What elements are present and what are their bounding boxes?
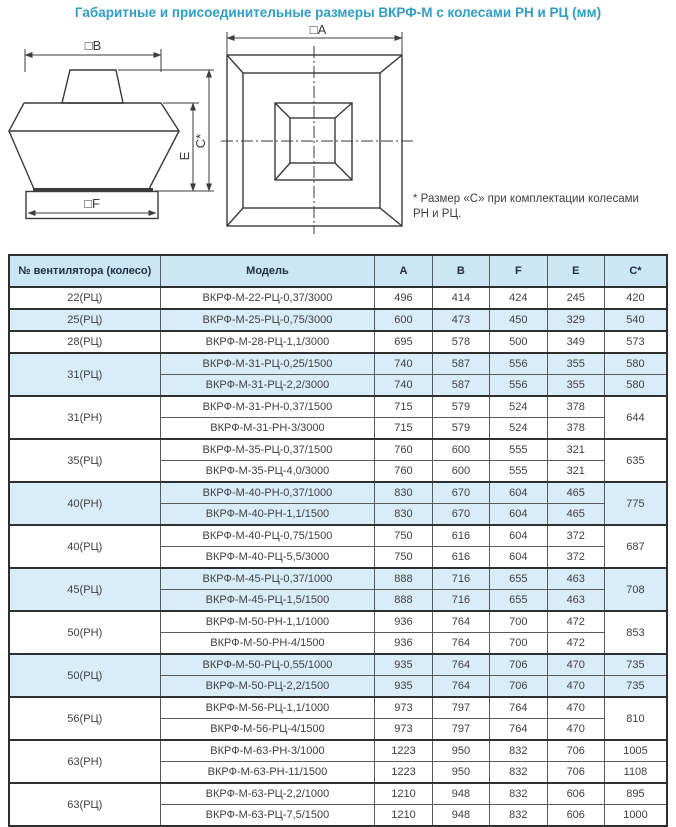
dim-b-cell: 616	[432, 525, 489, 547]
model-cell: ВКРФ-М-63-РЦ-7,5/1500	[160, 805, 375, 827]
dim-b-cell: 716	[432, 568, 489, 590]
dim-c-cell: 540	[604, 309, 667, 331]
dim-a-cell: 1210	[375, 783, 432, 805]
dim-b-cell: 616	[432, 547, 489, 569]
header-a: A	[375, 255, 432, 287]
dim-c-cell: 580	[604, 353, 667, 375]
dim-f-cell: 764	[490, 719, 547, 741]
dim-a-cell: 750	[375, 547, 432, 569]
model-cell: ВКРФ-М-50-РН-1,1/1000	[160, 611, 375, 633]
dim-e-cell: 372	[547, 525, 604, 547]
footnote-line1: * Размер «С» при комплектации колесами	[413, 193, 639, 205]
dim-b-cell: 414	[432, 287, 489, 309]
dim-f-cell: 832	[490, 805, 547, 827]
fan-number-cell: 56(РЦ)	[9, 697, 160, 740]
dim-f-cell: 424	[490, 287, 547, 309]
table-row	[9, 783, 667, 805]
dim-e-cell: 470	[547, 654, 604, 676]
dim-c-cell: 895	[604, 783, 667, 805]
dim-e-cell: 706	[547, 762, 604, 784]
dim-e-cell: 321	[547, 439, 604, 461]
fan-top-view-drawing	[221, 22, 413, 236]
model-cell: ВКРФ-М-31-РН-3/3000	[160, 418, 375, 440]
model-cell: ВКРФ-М-63-РЦ-2,2/1000	[160, 783, 375, 805]
dim-a-cell: 750	[375, 525, 432, 547]
dim-e-cell: 472	[547, 633, 604, 655]
dim-e-cell: 463	[547, 568, 604, 590]
model-cell: ВКРФ-М-45-РЦ-0,37/1000	[160, 568, 375, 590]
dim-c-cell: 420	[604, 287, 667, 309]
model-cell: ВКРФ-М-31-РЦ-2,2/3000	[160, 375, 375, 397]
dim-b-cell: 797	[432, 719, 489, 741]
dim-b-cell: 948	[432, 805, 489, 827]
dim-a-cell: 830	[375, 482, 432, 504]
dim-e-cell: 606	[547, 783, 604, 805]
fan-number-cell: 31(РН)	[9, 396, 160, 439]
spec-table-container	[8, 254, 676, 827]
dim-a-cell: 1223	[375, 762, 432, 784]
model-cell: ВКРФ-М-50-РН-4/1500	[160, 633, 375, 655]
dim-e-cell: 245	[547, 287, 604, 309]
table-row	[9, 331, 667, 353]
dim-b-cell: 950	[432, 762, 489, 784]
dim-f-cell: 604	[490, 525, 547, 547]
dim-c-cell: 708	[604, 568, 667, 611]
dim-f-cell: 524	[490, 396, 547, 418]
dim-e-cell: 329	[547, 309, 604, 331]
dim-f-cell: 706	[490, 676, 547, 698]
table-row	[9, 396, 667, 418]
dim-f-cell: 450	[490, 309, 547, 331]
dim-b-cell: 578	[432, 331, 489, 353]
model-cell: ВКРФ-М-50-РЦ-0,55/1000	[160, 654, 375, 676]
table-row	[9, 740, 667, 762]
dim-e-cell: 472	[547, 611, 604, 633]
dim-a-cell: 973	[375, 719, 432, 741]
model-cell: ВКРФ-М-40-РЦ-5,5/3000	[160, 547, 375, 569]
header-f: F	[490, 255, 547, 287]
dim-b-cell: 600	[432, 461, 489, 483]
figures-area	[0, 20, 676, 254]
dim-e-label: E	[177, 151, 192, 161]
dim-f-cell: 655	[490, 568, 547, 590]
dim-e-cell: 349	[547, 331, 604, 353]
header-c: C*	[604, 255, 667, 287]
table-row	[9, 309, 667, 331]
fan-number-cell: 25(РЦ)	[9, 309, 160, 331]
dim-e-cell: 355	[547, 375, 604, 397]
dim-e-cell: 378	[547, 396, 604, 418]
fan-side-view-drawing	[6, 36, 220, 242]
dim-b-cell: 587	[432, 353, 489, 375]
dim-c-cell: 1005	[604, 740, 667, 762]
dim-b-cell: 764	[432, 611, 489, 633]
model-cell: ВКРФ-М-40-РН-0,37/1000	[160, 482, 375, 504]
model-cell: ВКРФ-М-63-РН-3/1000	[160, 740, 375, 762]
dim-a-cell: 1210	[375, 805, 432, 827]
table-row	[9, 654, 667, 676]
dim-a-cell: 1223	[375, 740, 432, 762]
dim-c-cell: 775	[604, 482, 667, 525]
dim-c-cell: 853	[604, 611, 667, 654]
dim-a-cell: 936	[375, 611, 432, 633]
dim-b-cell: 764	[432, 633, 489, 655]
dim-f-cell: 832	[490, 783, 547, 805]
spec-table-body	[9, 287, 667, 826]
dim-e-cell: 470	[547, 676, 604, 698]
dim-f-label: □F	[84, 196, 100, 211]
model-cell: ВКРФ-М-45-РЦ-1,5/1500	[160, 590, 375, 612]
dim-a-cell: 695	[375, 331, 432, 353]
dim-f-cell: 556	[490, 353, 547, 375]
dim-f-cell: 604	[490, 547, 547, 569]
fan-number-cell: 22(РЦ)	[9, 287, 160, 309]
fan-number-cell: 40(РН)	[9, 482, 160, 525]
dim-b-cell: 764	[432, 676, 489, 698]
dim-e-cell: 470	[547, 719, 604, 741]
dim-b-cell: 948	[432, 783, 489, 805]
dim-a-cell: 830	[375, 504, 432, 526]
model-cell: ВКРФ-М-63-РН-11/1500	[160, 762, 375, 784]
model-cell: ВКРФ-М-56-РЦ-1,1/1000	[160, 697, 375, 719]
model-cell: ВКРФ-М-40-РЦ-0,75/1500	[160, 525, 375, 547]
dim-f-cell: 655	[490, 590, 547, 612]
table-row	[9, 611, 667, 633]
dim-f-cell: 604	[490, 482, 547, 504]
dim-e-cell: 465	[547, 504, 604, 526]
table-row	[9, 568, 667, 590]
dim-a-cell: 600	[375, 309, 432, 331]
table-row	[9, 287, 667, 309]
model-cell: ВКРФ-М-56-РЦ-4/1500	[160, 719, 375, 741]
fan-number-cell: 40(РЦ)	[9, 525, 160, 568]
page-title: Габаритные и присоединительные размеры ВКРФ-М с колесами РН и РЦ (мм)	[74, 5, 602, 20]
dim-c-cell: 635	[604, 439, 667, 482]
model-cell: ВКРФ-М-35-РЦ-0,37/1500	[160, 439, 375, 461]
dim-e-cell: 372	[547, 547, 604, 569]
fan-number-cell: 63(РН)	[9, 740, 160, 783]
dim-e-cell: 321	[547, 461, 604, 483]
dim-e-cell: 378	[547, 418, 604, 440]
dim-b-cell: 579	[432, 396, 489, 418]
dim-b-cell: 587	[432, 375, 489, 397]
dim-f-cell: 556	[490, 375, 547, 397]
dim-e-cell: 706	[547, 740, 604, 762]
fan-number-cell: 50(РЦ)	[9, 654, 160, 697]
table-row	[9, 439, 667, 461]
dim-f-cell: 706	[490, 654, 547, 676]
dim-e-cell: 463	[547, 590, 604, 612]
table-row	[9, 482, 667, 504]
dim-a-cell: 715	[375, 418, 432, 440]
dim-c-cell: 735	[604, 654, 667, 676]
dim-a-cell: 935	[375, 654, 432, 676]
dim-f-cell: 604	[490, 504, 547, 526]
dim-e-cell: 465	[547, 482, 604, 504]
fan-number-cell: 35(РЦ)	[9, 439, 160, 482]
header-model: Модель	[160, 255, 375, 287]
fan-number-cell: 45(РЦ)	[9, 568, 160, 611]
dim-f-cell: 700	[490, 611, 547, 633]
model-cell: ВКРФ-М-31-РН-0,37/1500	[160, 396, 375, 418]
dim-b-cell: 670	[432, 504, 489, 526]
model-cell: ВКРФ-М-25-РЦ-0,75/3000	[160, 309, 375, 331]
dim-c-cell: 1108	[604, 762, 667, 784]
dim-c-cell: 573	[604, 331, 667, 353]
dim-c-cell: 735	[604, 676, 667, 698]
fan-number-cell: 63(РЦ)	[9, 783, 160, 826]
dim-f-cell: 700	[490, 633, 547, 655]
model-cell: ВКРФ-М-22-РЦ-0,37/3000	[160, 287, 375, 309]
dim-f-cell: 832	[490, 740, 547, 762]
dim-b-cell: 764	[432, 654, 489, 676]
dim-b-cell: 579	[432, 418, 489, 440]
header-e: E	[547, 255, 604, 287]
dim-a-label: □A	[309, 22, 327, 37]
dim-a-cell: 740	[375, 375, 432, 397]
dim-b-cell: 797	[432, 697, 489, 719]
model-cell: ВКРФ-М-31-РЦ-0,25/1500	[160, 353, 375, 375]
dim-b-label: □B	[84, 38, 102, 53]
dim-a-cell: 936	[375, 633, 432, 655]
fan-number-cell: 50(РН)	[9, 611, 160, 654]
dim-f-cell: 500	[490, 331, 547, 353]
dim-b-cell: 670	[432, 482, 489, 504]
model-cell: ВКРФ-М-35-РЦ-4,0/3000	[160, 461, 375, 483]
dim-a-cell: 715	[375, 396, 432, 418]
dim-b-cell: 600	[432, 439, 489, 461]
header-b: B	[432, 255, 489, 287]
dim-a-cell: 973	[375, 697, 432, 719]
dim-e-cell: 470	[547, 697, 604, 719]
dim-f-cell: 555	[490, 461, 547, 483]
table-header-row	[9, 255, 667, 287]
dim-a-cell: 760	[375, 439, 432, 461]
dim-b-cell: 473	[432, 309, 489, 331]
dim-b-cell: 716	[432, 590, 489, 612]
dim-b-cell: 950	[432, 740, 489, 762]
dim-f-cell: 555	[490, 439, 547, 461]
dim-f-cell: 832	[490, 762, 547, 784]
dim-a-cell: 888	[375, 590, 432, 612]
fan-number-cell: 28(РЦ)	[9, 331, 160, 353]
model-cell: ВКРФ-М-50-РЦ-2,2/1500	[160, 676, 375, 698]
dim-f-cell: 764	[490, 697, 547, 719]
dim-e-cell: 606	[547, 805, 604, 827]
dim-e-cell: 355	[547, 353, 604, 375]
table-row	[9, 697, 667, 719]
dim-a-cell: 740	[375, 353, 432, 375]
dim-a-cell: 935	[375, 676, 432, 698]
dim-c-label: C*	[193, 133, 208, 149]
header-fan-number: № вентилятора (колесо)	[9, 255, 160, 287]
dim-c-cell: 1000	[604, 805, 667, 827]
model-cell: ВКРФ-М-40-РН-1,1/1500	[160, 504, 375, 526]
model-cell: ВКРФ-М-28-РЦ-1,1/3000	[160, 331, 375, 353]
dim-c-cell: 687	[604, 525, 667, 568]
dimensions-table	[8, 254, 668, 827]
table-row	[9, 353, 667, 375]
dim-c-cell: 644	[604, 396, 667, 439]
dim-a-cell: 760	[375, 461, 432, 483]
footnote	[413, 192, 669, 222]
dim-c-cell: 580	[604, 375, 667, 397]
fan-number-cell: 31(РЦ)	[9, 353, 160, 396]
table-row	[9, 525, 667, 547]
dim-f-cell: 524	[490, 418, 547, 440]
dim-c-cell: 810	[604, 697, 667, 740]
dim-a-cell: 496	[375, 287, 432, 309]
dim-a-cell: 888	[375, 568, 432, 590]
footnote-line2: РН и РЦ.	[413, 208, 462, 220]
